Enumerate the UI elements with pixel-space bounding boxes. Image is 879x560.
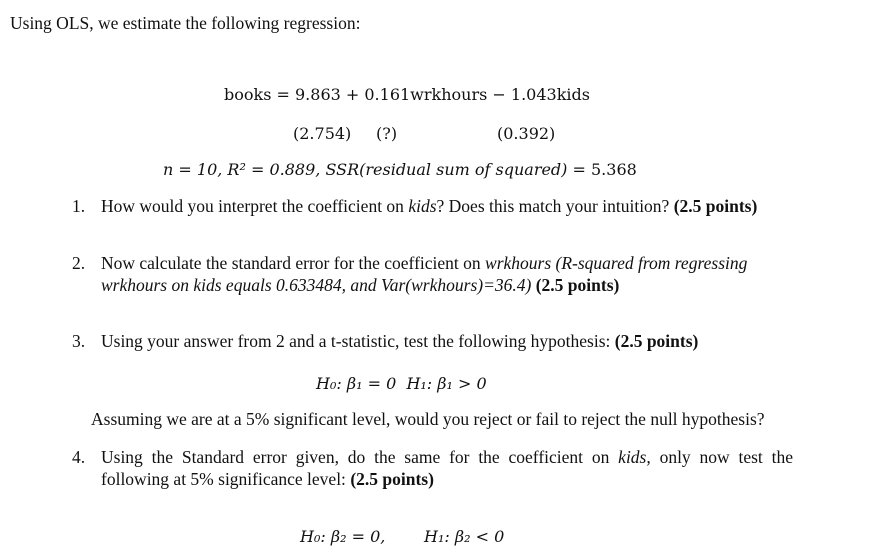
question-number: 1. <box>72 196 86 216</box>
hypothesis-4-h1: H₁: β₂ < 0 <box>424 527 505 546</box>
se-wrkhours: (?) <box>376 124 398 143</box>
se-kids: (0.392) <box>497 124 556 143</box>
equation-main: books = 9.863 + 0.161wrkhours − 1.043kids <box>224 85 590 104</box>
question-text-line-1: Now calculate the standard error for the coefficient on wrkhours (R-squared from regressing <box>101 253 748 273</box>
question-points: (2.5 points) <box>350 469 434 489</box>
se-intercept: (2.754) <box>293 124 352 143</box>
question-text-line-2: wrkhours on kids equals 0.633484, and Var(wrkhours)=36.4) (2.5 points) <box>101 275 620 295</box>
stats-prefix: n = 10, R² = 0.889, <box>163 160 326 179</box>
question-points: (2.5 points) <box>673 196 758 216</box>
question-followup: Assuming we are at a 5% significant level, would you reject or fail to reject the null hypothesis? <box>91 409 765 429</box>
question-number: 4. <box>72 447 86 467</box>
question-text: How would you interpret the coefficient on kids? Does this match your intuition? (2.5 points) <box>101 196 758 216</box>
question-text: Using your answer from 2 and a t-statistic, test the following hypothesis: (2.5 points) <box>101 331 699 351</box>
regression-stats <box>163 159 637 181</box>
question-text-line-2: following at 5% significance level: (2.5 points) <box>101 469 434 489</box>
intro-text: Using OLS, we estimate the following regression: <box>10 13 361 33</box>
hypothesis-4-h0: H₀: β₂ = 0, <box>300 527 386 546</box>
stats-ssr-value: = 5.368 <box>567 160 637 179</box>
question-number: 3. <box>72 331 86 351</box>
stats-ssr-label: SSR(residual sum of squared) <box>325 160 568 179</box>
question-number: 2. <box>72 253 86 273</box>
question-points: (2.5 points) <box>531 275 620 295</box>
question-points: (2.5 points) <box>614 331 699 351</box>
hypothesis-3: H₀: β₁ = 0 H₁: β₁ > 0 <box>316 374 487 393</box>
question-text-line-1: Using the Standard error given, do the same for the coefficient on kids, only now test the <box>101 447 793 467</box>
